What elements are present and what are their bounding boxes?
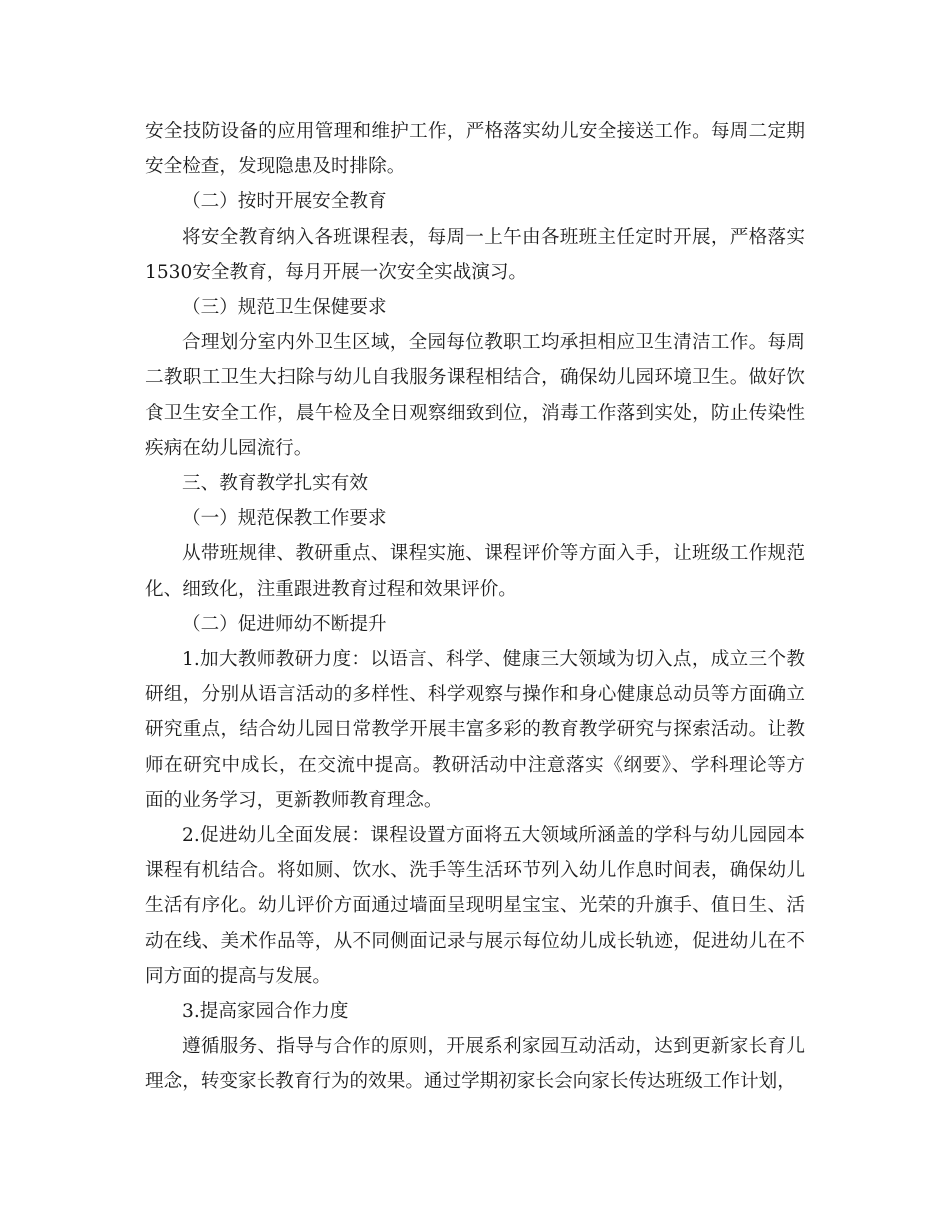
paragraph-home-school-cooperation: 遵循服务、指导与合作的原则，开展系利家园互动活动，达到更新家长育儿理念，转变家长教育行为的效果。通过学期初家长会向家长传达班级工作计划， [145, 1036, 805, 1093]
paragraph-safety-equipment: 安全技防设备的应用管理和维护工作，严格落实幼儿安全接送工作。每周二定期安全检查，发现隐患及时排除。 [145, 121, 805, 178]
paragraph-safety-education: 将安全教育纳入各班课程表，每周一上午由各班班主任定时开展，严格落实1530安全教育，每月开展一次安全实战演习。 [145, 226, 805, 283]
heading-section-three: 三、教育教学扎实有效 [182, 473, 368, 495]
heading-hygiene-requirements: （三）规范卫生保健要求 [182, 297, 387, 319]
paragraph-child-development: 2.促进幼儿全面发展：课程设置方面将五大领域所涵盖的学科与幼儿园园本课程有机结合。将如厕、饮水、洗手等生活环节列入幼儿作息时间表，确保幼儿生活有序化。幼儿评价方面通过墙面呈现明星宝宝、光荣的升旗手、值日生、活动在线、美术作品等，从不同侧面记录与展示每位幼儿成长轨迹，促进幼儿在不同方面的提高与发展。 [145, 825, 805, 987]
heading-home-school-cooperation: 3.提高家园合作力度 [182, 1001, 349, 1023]
heading-teacher-child-growth: （二）促进师幼不断提升 [182, 613, 387, 635]
paragraph-teacher-research: 1.加大教师教研力度：以语言、科学、健康三大领域为切入点，成立三个教研组，分别从语言活动的多样性、科学观察与操作和身心健康总动员等方面确立研究重点，结合幼儿园日常教学开展丰富多彩的教育教学研究与探索活动。让教师在研究中成长，在交流中提高。教研活动中注意落实《纲要》、学科理论等方面的业务学习，更新教师教育理念。 [145, 649, 805, 811]
heading-teaching-requirements: （一）规范保教工作要求 [182, 508, 387, 530]
heading-safety-education: （二）按时开展安全教育 [182, 191, 387, 213]
document-body [145, 114, 805, 1100]
paragraph-teaching-requirements: 从带班规律、教研重点、课程实施、课程评价等方面入手，让班级工作规范化、细致化，注重跟进教育过程和效果评价。 [145, 543, 805, 600]
paragraph-hygiene: 合理划分室内外卫生区域，全园每位教职工均承担相应卫生清洁工作。每周二教职工卫生大扫除与幼儿自我服务课程相结合，确保幼儿园环境卫生。做好饮食卫生安全工作，晨午检及全日观察细致到位，消毒工作落到实处，防止传染性疾病在幼儿园流行。 [145, 332, 805, 459]
